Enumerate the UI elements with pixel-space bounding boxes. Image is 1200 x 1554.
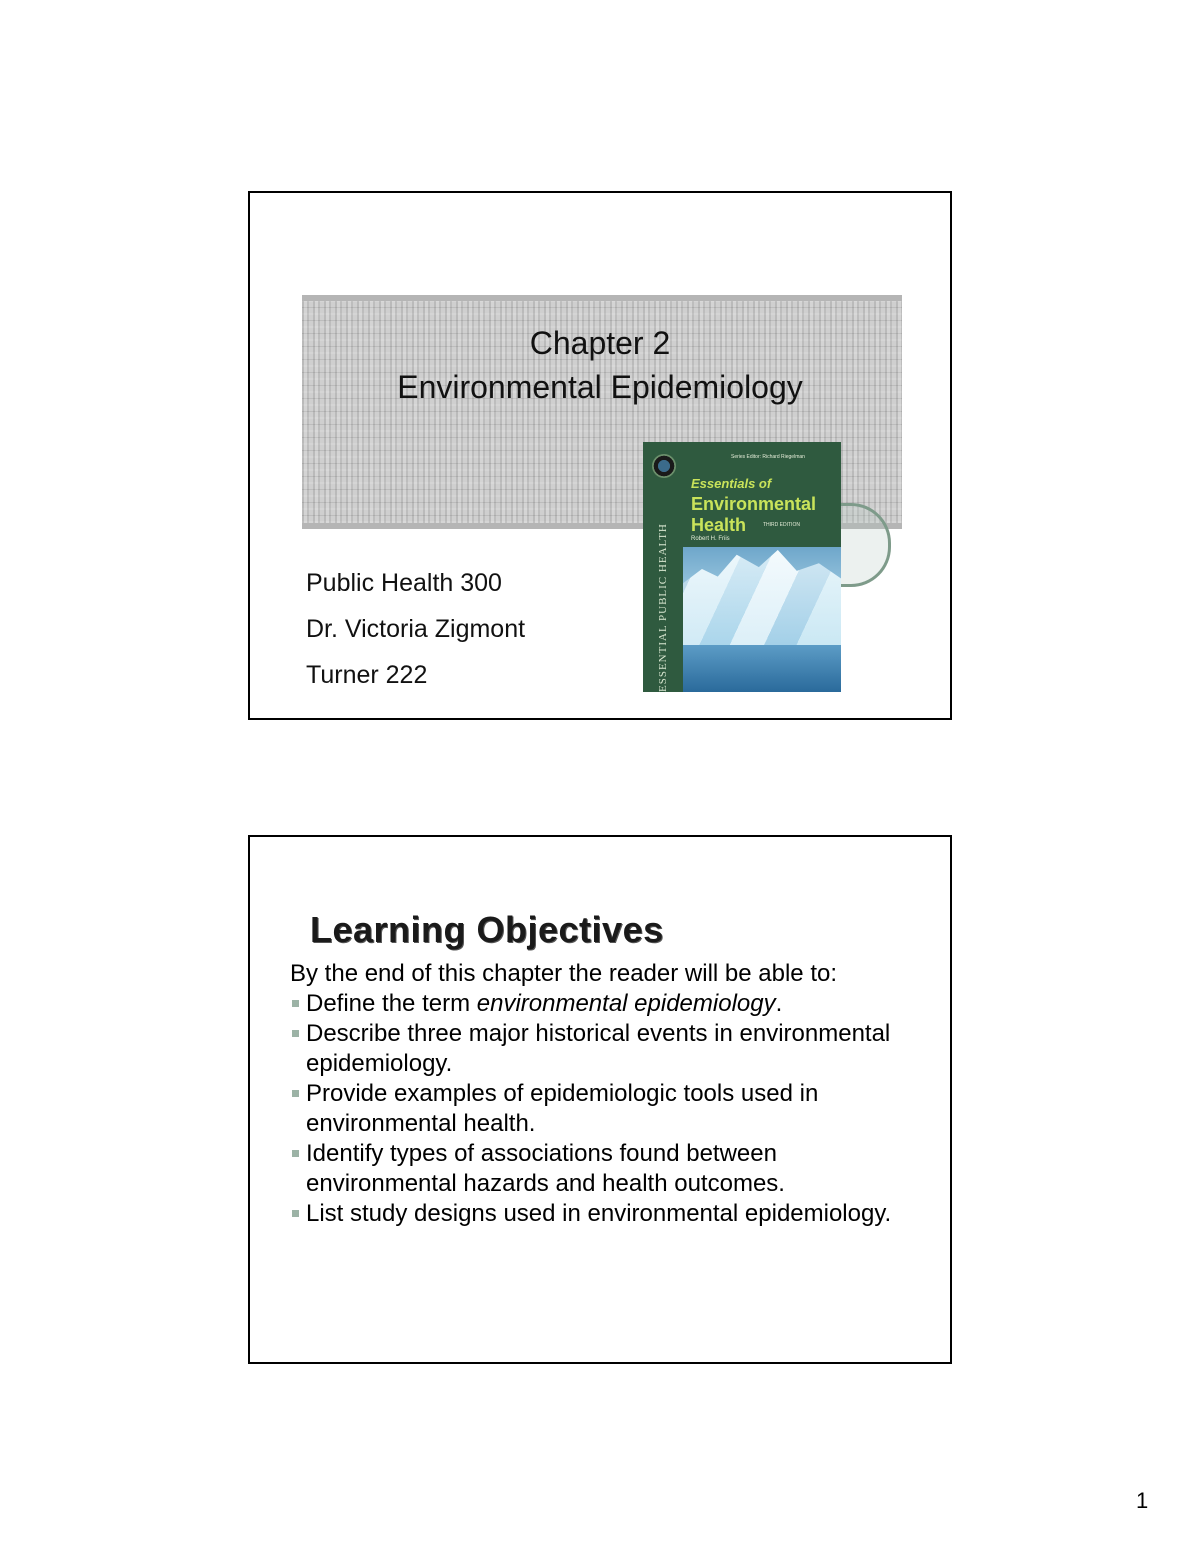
slide-learning-objectives: [248, 835, 952, 1364]
bullet-icon: [292, 1090, 299, 1097]
objective-text: Identify types of associations found between environmental hazards and health outcomes.: [306, 1140, 785, 1197]
objective-text-end: .: [775, 990, 783, 1017]
textbook-cover-image: [643, 442, 841, 692]
objective-text: List study designs used in environmental epidemiology.: [306, 1200, 892, 1227]
bullet-icon: [292, 1150, 299, 1157]
book-title-line3: Health: [691, 515, 747, 535]
objective-item: [290, 1079, 930, 1139]
objective-text: Provide examples of epidemiologic tools used in environmental health.: [306, 1080, 819, 1137]
bullet-icon: [292, 1030, 299, 1037]
series-seal-icon: [652, 454, 676, 478]
objectives-intro: By the end of this chapter the reader will be able to:: [290, 960, 837, 987]
objectives-heading: Learning Objectives: [310, 909, 664, 950]
page-number: 1: [1136, 1488, 1149, 1513]
book-title-line1: Essentials of: [691, 476, 772, 491]
book-title-line2: Environmental: [691, 494, 817, 514]
book-spine-text: ESSENTIAL PUBLIC HEALTH: [657, 523, 669, 692]
glacier-illustration: [683, 550, 841, 645]
title-band-top-stripe: [302, 295, 902, 301]
objective-item: [290, 1199, 930, 1229]
course-name: Public Health 300: [306, 569, 502, 597]
bullet-icon: [292, 1210, 299, 1217]
objective-text: Describe three major historical events in environmental epidemiology.: [306, 1020, 891, 1077]
slide-title-text: [250, 321, 950, 409]
chapter-subtitle: Environmental Epidemiology: [397, 369, 803, 405]
objectives-body: [290, 959, 930, 1229]
book-author: Robert H. Friis: [691, 536, 730, 542]
objective-item: [290, 1139, 930, 1199]
course-info: [306, 560, 525, 698]
slide-title: [248, 191, 952, 720]
office-location: Turner 222: [306, 661, 428, 689]
objectives-list: [290, 989, 930, 1229]
instructor-name: Dr. Victoria Zigmont: [306, 615, 526, 643]
bullet-icon: [292, 1000, 299, 1007]
book-series-editor: Series Editor: Richard Riegelman: [731, 454, 805, 460]
objective-item: [290, 989, 930, 1019]
water-illustration: [683, 645, 841, 692]
book-edition: THIRD EDITION: [763, 522, 800, 528]
chapter-title: Chapter 2: [529, 325, 671, 361]
objective-item: [290, 1019, 930, 1079]
objective-emphasis: environmental epidemiology: [476, 990, 776, 1017]
objective-text: Define the term: [306, 990, 477, 1017]
